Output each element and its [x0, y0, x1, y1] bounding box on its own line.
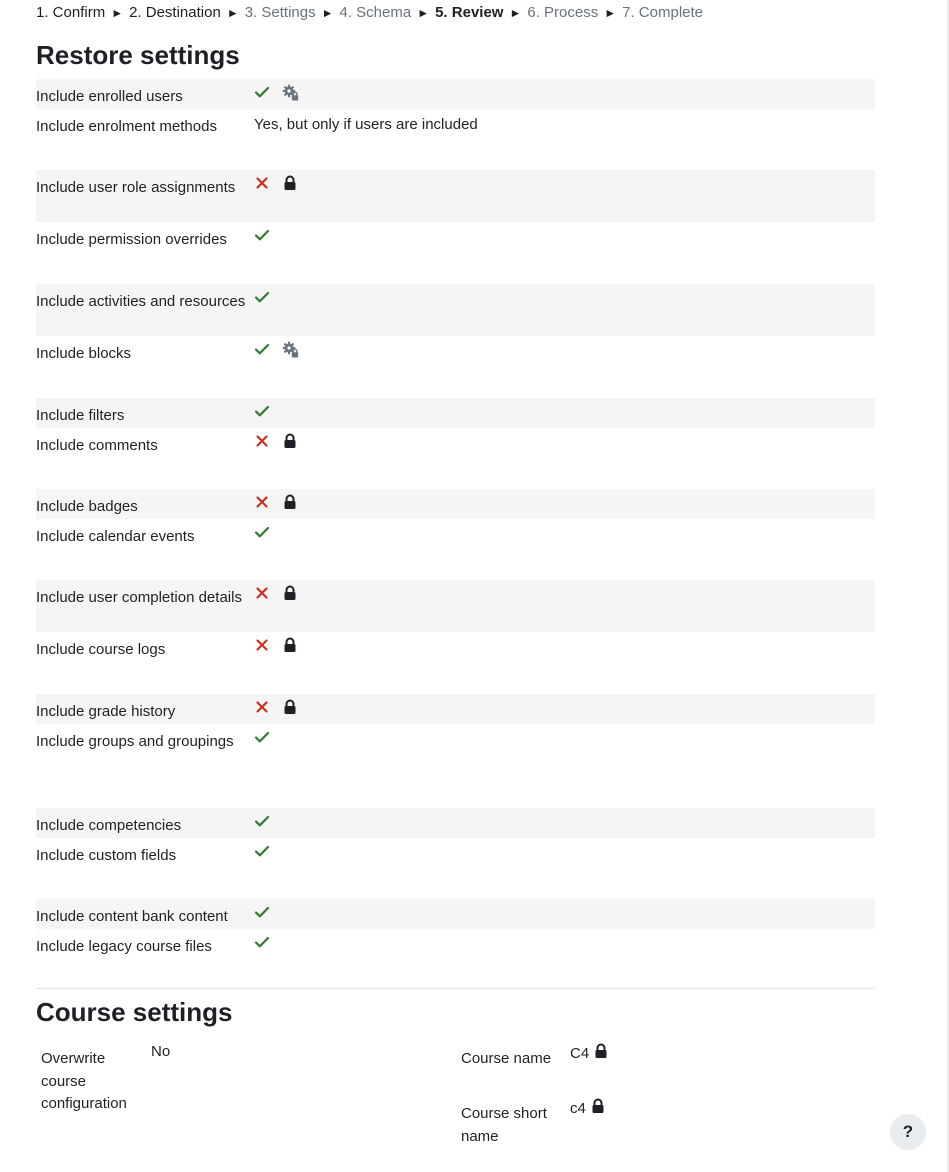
- setting-label: Include permission overrides: [36, 231, 227, 248]
- setting-row: [36, 899, 875, 929]
- step-6: 6. Process: [527, 4, 599, 21]
- course-short-name-value: [570, 1098, 606, 1118]
- step-2: 2. Destination: [129, 4, 221, 21]
- setting-value-text: Yes, but only if users are included: [254, 116, 478, 133]
- setting-label: Include groups and groupings: [36, 733, 234, 750]
- overwrite-config-value: [151, 1043, 170, 1060]
- course-name-value-text: C4: [570, 1044, 590, 1062]
- course-name-label: Course name: [461, 1050, 552, 1067]
- setting-value: [254, 489, 875, 519]
- setting-label: Include custom fields: [36, 847, 177, 864]
- lock-icon: [282, 585, 298, 601]
- setting-value: [254, 398, 875, 428]
- cross-icon: [254, 494, 270, 510]
- setting-value: [254, 519, 875, 580]
- gear-lock-icon: [282, 84, 300, 102]
- setting-value: [254, 724, 875, 808]
- setting-row: [36, 336, 875, 398]
- setting-row: [36, 808, 875, 838]
- setting-row: [36, 632, 875, 694]
- check-icon: [254, 341, 270, 357]
- step-separator-icon: ►: [226, 6, 239, 20]
- setting-value: [254, 170, 875, 222]
- setting-row: [36, 222, 875, 284]
- setting-value: [254, 838, 875, 899]
- setting-value: [254, 284, 875, 336]
- progress-breadcrumb: [36, 4, 703, 21]
- setting-label: Include content bank content: [36, 908, 228, 925]
- setting-value: [254, 428, 875, 489]
- setting-row: [36, 109, 875, 170]
- lock-icon: [282, 637, 298, 653]
- setting-value: [254, 929, 875, 990]
- step-5: 5. Review: [435, 4, 504, 21]
- cross-icon: [254, 699, 270, 715]
- cross-icon: [254, 433, 270, 449]
- setting-value: [254, 632, 875, 694]
- gear-lock-icon: [282, 341, 300, 359]
- setting-label: Include blocks: [36, 345, 132, 362]
- check-icon: [254, 403, 270, 419]
- step-3: 3. Settings: [244, 4, 316, 21]
- section-divider: [36, 988, 875, 989]
- cross-icon: [254, 637, 270, 653]
- setting-label: Include legacy course files: [36, 938, 212, 955]
- overwrite-config-label: Overwrite course configuration: [41, 1050, 127, 1112]
- lock-icon: [282, 494, 298, 510]
- setting-label: Include grade history: [36, 703, 176, 720]
- setting-row: [36, 838, 875, 899]
- setting-value: [254, 336, 875, 398]
- restore-settings-list: [36, 79, 875, 990]
- check-icon: [254, 904, 270, 920]
- setting-label: Include course logs: [36, 641, 166, 658]
- setting-value: [254, 79, 875, 109]
- check-icon: [254, 843, 270, 859]
- setting-row: [36, 519, 875, 580]
- setting-label: Include enrolled users: [36, 88, 183, 105]
- check-icon: [254, 934, 270, 950]
- setting-row: [36, 170, 875, 222]
- setting-value: [254, 222, 875, 284]
- course-short-name-label: Course short name: [461, 1105, 547, 1145]
- setting-label: Include calendar events: [36, 528, 195, 545]
- cross-icon: [254, 585, 270, 601]
- check-icon: [254, 227, 270, 243]
- setting-row: [36, 489, 875, 519]
- check-icon: [254, 84, 270, 100]
- check-icon: [254, 524, 270, 540]
- step-4: 4. Schema: [339, 4, 412, 21]
- setting-label: Include user role assignments: [36, 179, 236, 196]
- help-button[interactable]: ?: [890, 1114, 926, 1150]
- setting-label: Include filters: [36, 407, 125, 424]
- lock-icon: [590, 1098, 606, 1118]
- setting-label: Include competencies: [36, 817, 182, 834]
- lock-icon: [282, 699, 298, 715]
- setting-value: [254, 580, 875, 632]
- overwrite-config-value-text: No: [151, 1043, 171, 1060]
- lock-icon: [593, 1043, 609, 1063]
- setting-value: [254, 109, 875, 170]
- course-settings-heading: Course settings: [36, 997, 233, 1027]
- step-1: 1. Confirm: [36, 4, 106, 21]
- step-separator-icon: ►: [111, 6, 124, 20]
- setting-row: [36, 580, 875, 632]
- setting-label: Include comments: [36, 437, 158, 454]
- setting-value: [254, 808, 875, 838]
- step-7: 7. Complete: [622, 4, 703, 21]
- setting-row: [36, 79, 875, 109]
- step-separator-icon: ►: [509, 6, 522, 20]
- step-separator-icon: ►: [417, 6, 430, 20]
- setting-row: [36, 398, 875, 428]
- check-icon: [254, 289, 270, 305]
- setting-value: [254, 694, 875, 724]
- setting-row: [36, 694, 875, 724]
- cross-icon: [254, 175, 270, 191]
- check-icon: [254, 813, 270, 829]
- setting-row: [36, 428, 875, 489]
- restore-settings-heading: Restore settings: [36, 40, 240, 70]
- step-separator-icon: ►: [321, 6, 334, 20]
- setting-label: Include activities and resources: [36, 293, 246, 310]
- setting-row: [36, 724, 875, 808]
- setting-label: Include user completion details: [36, 589, 242, 606]
- setting-row: [36, 929, 875, 990]
- lock-icon: [282, 175, 298, 191]
- course-short-name-value-text: c4: [570, 1099, 586, 1117]
- setting-row: [36, 284, 875, 336]
- lock-icon: [282, 433, 298, 449]
- setting-label: Include enrolment methods: [36, 118, 217, 135]
- course-name-value: [570, 1043, 609, 1063]
- setting-value: [254, 899, 875, 929]
- setting-label: Include badges: [36, 498, 138, 515]
- step-separator-icon: ►: [604, 6, 617, 20]
- check-icon: [254, 729, 270, 745]
